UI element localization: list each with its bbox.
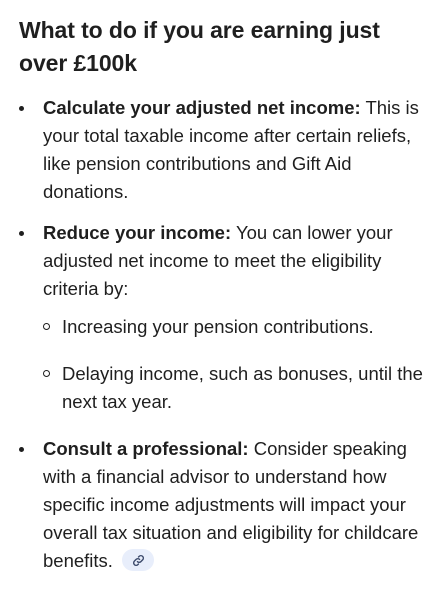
sub-list <box>43 313 427 416</box>
sub-list-item: Delaying income, such as bonuses, until the next tax year. <box>43 360 427 416</box>
item-title: Consult a professional: <box>43 438 249 459</box>
item-title: Reduce your income: <box>43 222 232 243</box>
section-heading: What to do if you are earning just over £100k <box>19 17 380 76</box>
list-item-calculate <box>19 94 427 206</box>
advice-list <box>19 94 427 575</box>
item-text: Consider speaking with a financial advisor to understand how specific income adjustments will impact your overall tax situation and eligibility for childcare benefits. <box>43 438 419 571</box>
sub-list-item: Increasing your pension contributions. <box>43 313 427 341</box>
item-title: Calculate your adjusted net income: <box>43 97 361 118</box>
link-icon <box>132 554 145 567</box>
item-text: You can lower your adjusted net income to meet the eligibility criteria by: <box>43 222 393 299</box>
list-item-consult <box>19 435 427 575</box>
list-item-reduce <box>19 219 427 416</box>
source-link-chip[interactable] <box>122 549 154 571</box>
item-text: This is your total taxable income after certain reliefs, like pension contributions and Gift Aid donations. <box>43 97 419 202</box>
